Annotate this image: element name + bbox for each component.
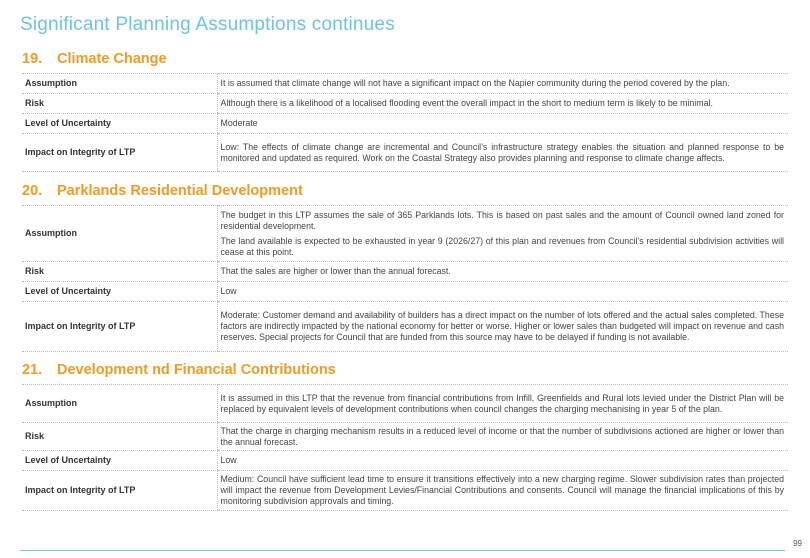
assumption-table: [22, 73, 788, 172]
row-value: [217, 134, 788, 172]
row-label: Impact on Integrity of LTP: [22, 134, 217, 172]
page-title: Significant Planning Assumptions continues: [20, 14, 395, 35]
row-label: Assumption: [22, 206, 217, 262]
table-row: [22, 262, 788, 282]
section-heading: [22, 50, 788, 69]
row-label: Level of Uncertainty: [22, 451, 217, 471]
section-heading: [22, 182, 788, 201]
table-row: [22, 471, 788, 511]
row-label: Assumption: [22, 74, 217, 94]
section-number: 19.: [22, 51, 43, 67]
table-row: [22, 451, 788, 471]
row-value: [217, 74, 788, 94]
row-value: [217, 206, 788, 262]
table-row: [22, 114, 788, 134]
row-value: [217, 423, 788, 451]
row-text: That the sales are higher or lower than the annual forecast.: [220, 266, 451, 276]
table-row: [22, 94, 788, 114]
row-value: [217, 385, 788, 423]
row-text: Low: [220, 455, 237, 465]
section-title: Parklands Residential Development: [57, 183, 303, 199]
row-value: [217, 262, 788, 282]
section-number: 21.: [22, 362, 43, 378]
table-row: [22, 206, 788, 262]
row-label: Risk: [22, 423, 217, 451]
section-climate-change: [22, 50, 788, 172]
row-value: [217, 282, 788, 302]
assumption-table: [22, 384, 788, 511]
row-label: Assumption: [22, 385, 217, 423]
row-label: Impact on Integrity of LTP: [22, 302, 217, 352]
table-row: [22, 302, 788, 352]
row-label: Impact on Integrity of LTP: [22, 471, 217, 511]
page-number: 99: [793, 539, 802, 548]
section-title: Development nd Financial Contributions: [57, 362, 336, 378]
row-label: Level of Uncertainty: [22, 282, 217, 302]
row-text: It is assumed in this LTP that the revenue from financial contributions from Infill, Greenfields and Rural lots levied under the District Plan will be replaced by equivalent levels of development contributions when council changes the charging mechanising in year 5 of the plan.: [220, 392, 784, 414]
row-label: Risk: [22, 262, 217, 282]
section-parklands-residential-development: [22, 182, 788, 352]
row-text: Medium: Council have sufficient lead time to ensure it transitions effectively into a new charging regime. Slower subdivision rates than projected will impact the revenue from Development Levies/Financial Contributions and consents. Council will manage the financial implications of this by monitoring subdivision approvals and timing.: [220, 474, 784, 506]
row-text: That the charge in charging mechanism results in a reduced level of income or that the number of subdivisions actioned are higher or lower than the annual forecast.: [220, 425, 784, 447]
footer-rule: [20, 550, 785, 551]
section-heading: [22, 361, 788, 380]
row-text: The budget in this LTP assumes the sale of 365 Parklands lots. This is based on past sales and the amount of Council owned land zoned for residential development.: [220, 209, 784, 231]
row-value: [217, 114, 788, 134]
row-text: Moderate: [220, 118, 258, 128]
assumption-table: [22, 205, 788, 352]
table-row: [22, 423, 788, 451]
row-value: [217, 94, 788, 114]
table-row: [22, 134, 788, 172]
table-row: [22, 74, 788, 94]
section-development-financial-contributions: [22, 361, 788, 511]
row-value: [217, 302, 788, 352]
row-text: The land available is expected to be exhausted in year 9 (2026/27) of this plan and revenues from Council’s residential subdivision activities will cease at this point.: [220, 235, 784, 257]
row-label: Risk: [22, 94, 217, 114]
row-text: Although there is a likelihood of a localised flooding event the overall impact in the short to medium term is likely to be minimal.: [220, 98, 713, 108]
row-text: It is assumed that climate change will not have a significant impact on the Napier community during the period covered by the plan.: [220, 78, 730, 88]
row-text: Low: [220, 286, 237, 296]
row-text: Low: The effects of climate change are incremental and Council’s infrastructure strategy enables the situation and planned response to be monitored and updated as required. Work on the Coastal Strategy also provides planning and response to climate change affects.: [220, 141, 784, 163]
row-label: Level of Uncertainty: [22, 114, 217, 134]
row-text: Moderate: Customer demand and availability of builders has a direct impact on the number of lots offered and the actual sales completed. These factors are indirectly impacted by the national economy for better or worse. Higher or lower sales than budgeted will impact on revenue and cash reserves. Special projects for Council that are funded from this source may have to be delayed if funding is not available.: [220, 310, 784, 342]
row-value: [217, 451, 788, 471]
section-number: 20.: [22, 183, 43, 199]
row-value: [217, 471, 788, 511]
section-title: Climate Change: [57, 51, 167, 67]
table-row: [22, 385, 788, 423]
table-row: [22, 282, 788, 302]
